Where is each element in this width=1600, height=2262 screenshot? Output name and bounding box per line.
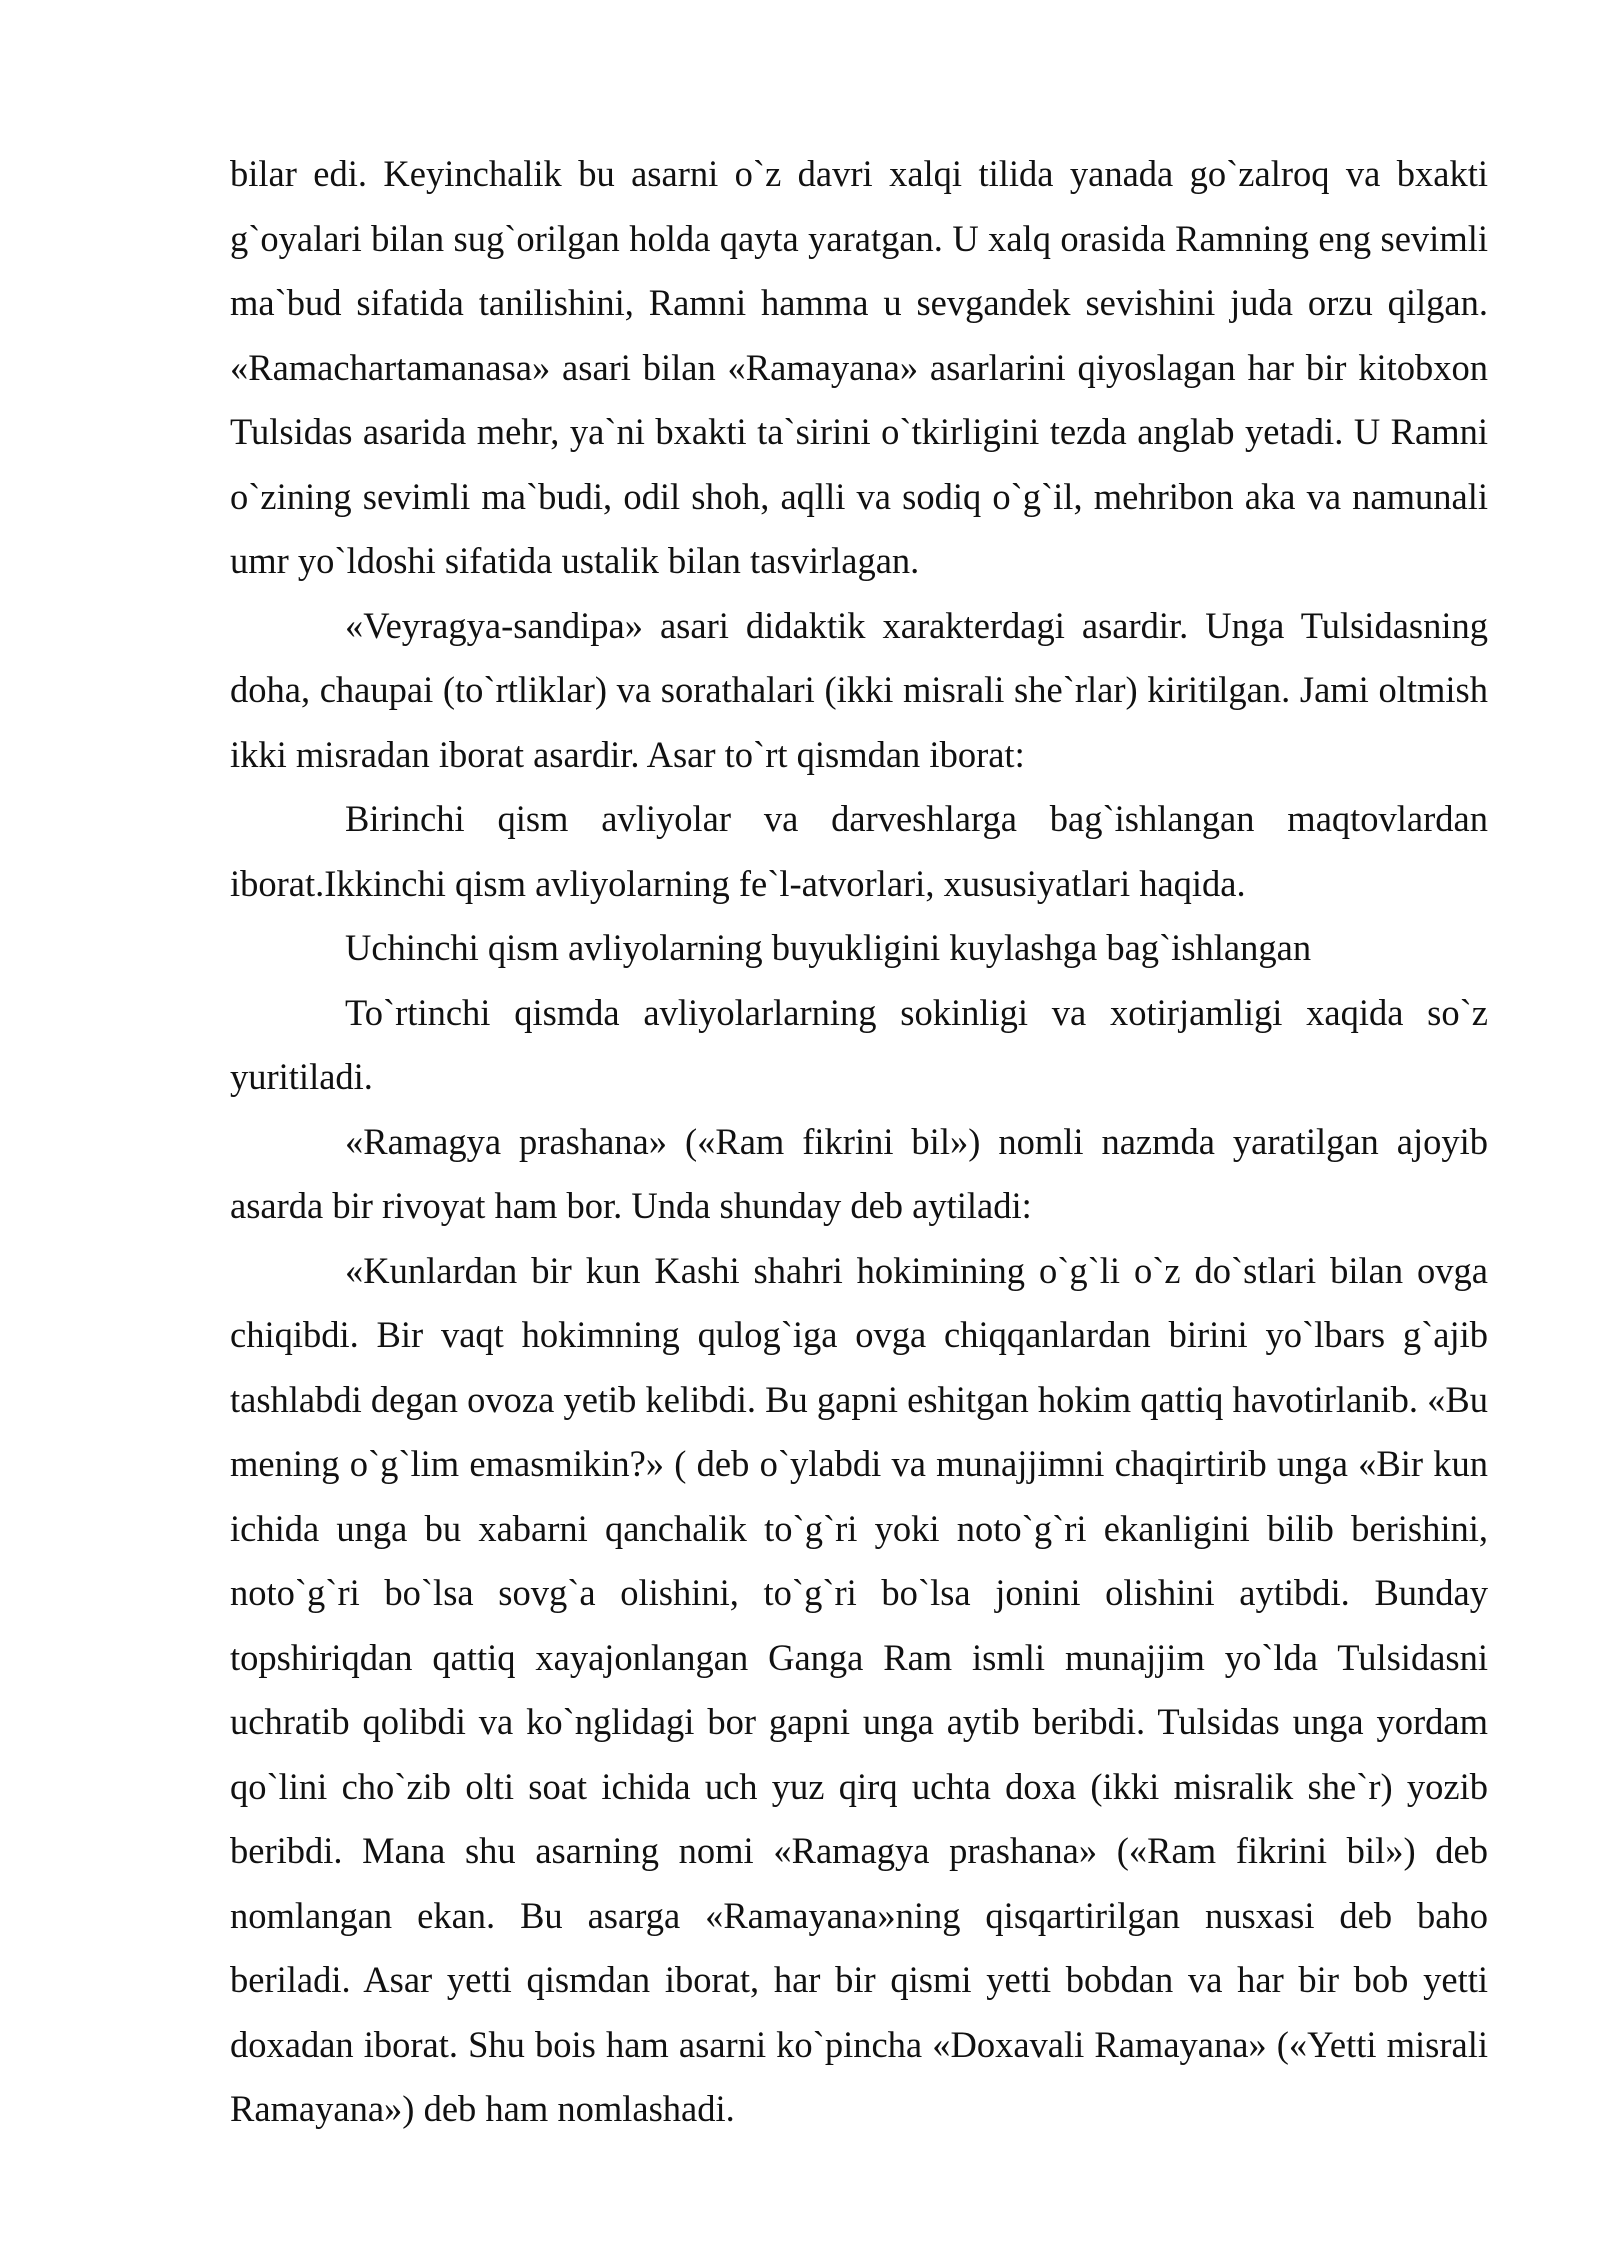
- paragraph-7: «Kunlardan bir kun Kashi shahri hokimining o`g`li o`z do`stlari bilan ovga chiqibdi. Bir vaqt hokimning qulog`iga ovga chiqqanlardan birini yo`lbars g`ajib tashlabdi degan ovoza yetib kelibdi. Bu gapni eshitgan hokim qattiq havotirlanib. «Bu mening o`g`lim emasmikin?» ( deb o`ylabdi va munajjimni chaqirtirib unga «Bir kun ichida unga bu xabarni qanchalik to`g`ri yoki noto`g`ri ekanligini bilib berishini, noto`g`ri bo`lsa sovg`a olishini, to`g`ri bo`lsa jonini olishini aytibdi. Bunday topshiriqdan qattiq xayajonlangan Ganga Ram ismli munajjim yo`lda Tulsidasni uchratib qolibdi va ko`nglidagi bor gapni unga aytib beribdi. Tulsidas unga yordam qo`lini cho`zib olti soat ichida uch yuz qirq uchta doxa (ikki misralik she`r) yozib beribdi. Mana shu asarning nomi «Ramagya prashana» («Ram fikrini bil») deb nomlangan ekan. Bu asarga «Ramayana»ning qisqartirilgan nusxasi deb baho beriladi. Asar yetti qismdan iborat, har bir qismi yetti bobdan va har bir bob yetti doxadan iborat. Shu bois ham asarni ko`pincha «Doxavali Ramayana» («Yetti misrali Ramayana») deb ham nomlashadi.: [230, 1249, 1489, 2129]
- paragraph-5: To`rtinchi qismda avliyolarlarning sokinligi va xotirjamligi xaqida so`z yuritiladi.: [230, 991, 1488, 1097]
- document-page: [230, 142, 1488, 2142]
- paragraph-6: «Ramagya prashana» («Ram fikrini bil») nomli nazmda yaratilgan ajoyib asarda bir rivoyat ham bor. Unda shunday deb aytiladi:: [230, 1120, 1488, 1226]
- paragraph-1: bilar edi. Keyinchalik bu asarni o`z davri xalqi tilida yanada go`zalroq va bxakti g`oyalari bilan sug`orilgan holda qayta yaratgan. U xalq orasida Ramning eng sevimli ma`bud sifatida tanilishini, Ramni hamma u sevgandek sevishini juda orzu qilgan. «Ramachartamanasa» asari bilan «Ramayana» asarlarini qiyoslagan har bir kitobxon Tulsidas asarida mehr, ya`ni bxakti ta`sirini o`tkirligini tezda anglab yetadi. U Ramni o`zining sevimli ma`budi, odil shoh, aqlli va sodiq o`g`il, mehribon aka va namunali umr yo`ldoshi sifatida ustalik bilan tasvirlagan.: [230, 153, 1488, 581]
- paragraph-2: «Veyragya-sandipa» asari didaktik xarakterdagi asardir. Unga Tulsidasning doha, chaupai (to`rtliklar) va sorathalari (ikki misrali she`rlar) kiritilgan. Jami oltmish ikki misradan iborat asardir. Asar to`rt qismdan iborat:: [230, 604, 1488, 775]
- paragraph-4: Uchinchi qism avliyolarning buyukligini kuylashga bag`ishlangan: [345, 927, 1312, 968]
- paragraph-3: Birinchi qism avliyolar va darveshlarga bag`ishlangan maqtovlardan iborat.Ikkinchi qism avliyolarning fe`l-atvorlari, xususiyatlari haqida.: [230, 798, 1488, 904]
